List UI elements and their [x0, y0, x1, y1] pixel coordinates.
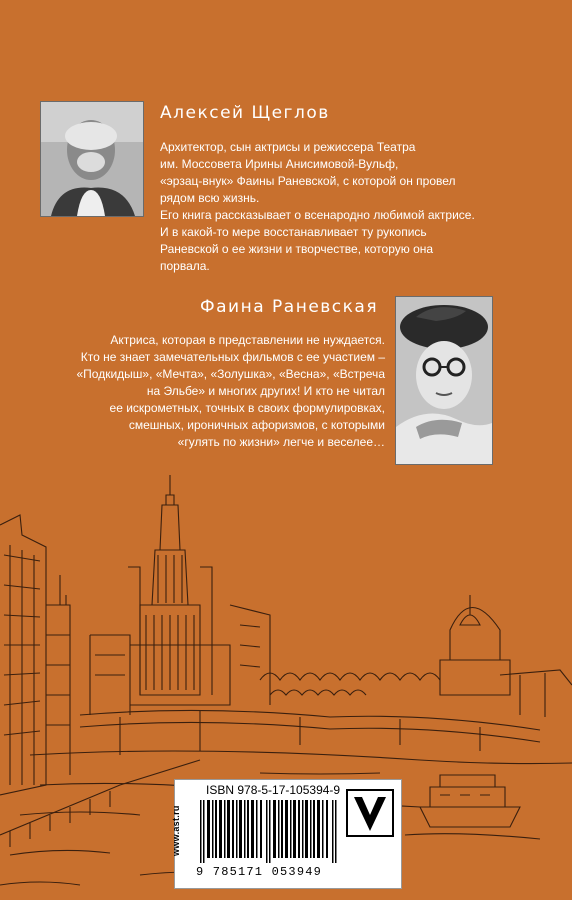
actress-bio-line: «гулять по жизни» легче и веселее… [177, 435, 385, 449]
author-bio-line: «эрзац-внук» Фаины Раневской, с которой он провел [160, 174, 456, 188]
actress-bio-line: Актриса, которая в представлении не нуждается. [110, 333, 385, 347]
author-bio-line: Архитектор, сын актрисы и режиссера Театра [160, 140, 416, 154]
actress-bio-line: Кто не знает замечательных фильмов с ее участием – [80, 350, 385, 364]
isbn-label: ISBN 978-5-17-105394-9 [206, 783, 341, 797]
actress-bio-line: на Эльбе» и многих других! И кто не читал [146, 384, 385, 398]
author-bio-line: рядом всю жизнь. [160, 191, 260, 205]
actress-bio [40, 332, 385, 451]
publisher-logo-icon [346, 789, 394, 837]
author-bio [160, 139, 512, 275]
actress-name: Фаина Раневская [200, 297, 379, 317]
ean-number: 9 785171 053949 [196, 865, 323, 879]
actress-bio-line: смешных, ироничных афоризмов, с которыми [128, 418, 385, 432]
actress-photo [395, 296, 493, 465]
author-bio-line: Раневской о ее жизни и творчестве, которую она [160, 242, 434, 256]
author-name: Алексей Щеглов [160, 103, 330, 123]
author-bio-line: им. Моссовета Ирины Анисимовой-Вульф, [160, 157, 399, 171]
author-bio-line: порвала. [160, 259, 210, 273]
author-photo [40, 101, 144, 217]
barcode-icon [200, 800, 338, 863]
website-url: www.ast.ru [171, 805, 181, 856]
author-bio-line: И в какой-то мере восстанавливает ту рукопись [160, 225, 427, 239]
actress-bio-line: «Подкидыш», «Мечта», «Золушка», «Весна», «Встреча [76, 367, 385, 381]
author-bio-line: Его книга рассказывает о всенародно любимой актрисе. [160, 208, 475, 222]
actress-bio-line: ее искрометных, точных в своих формулировках, [109, 401, 385, 415]
